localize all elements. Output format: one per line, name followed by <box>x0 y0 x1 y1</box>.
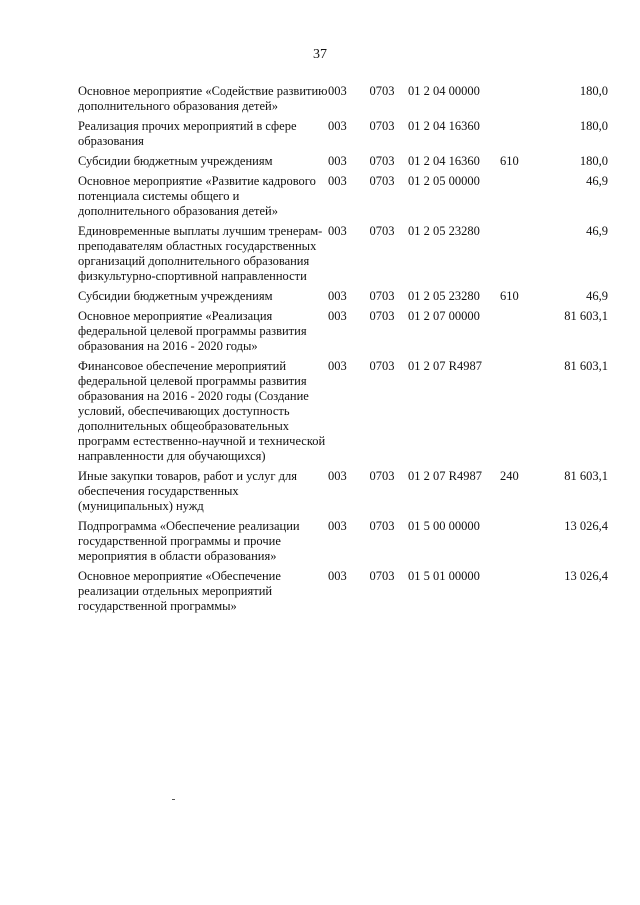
budget-table <box>78 84 608 619</box>
expense-type-code <box>500 84 530 119</box>
expense-type-code <box>500 359 530 469</box>
subsection-code: 03 <box>382 154 395 168</box>
expense-type-code: 240 <box>500 469 519 483</box>
table-row <box>78 309 608 359</box>
amount: 180,0 <box>579 84 608 98</box>
table-row <box>78 469 608 519</box>
row-name: Иные закупки товаров, работ и услуг для обеспечения государственных (муниципальных) нужд <box>78 469 298 513</box>
admin-code: 003 <box>328 519 347 533</box>
subsection-code: 03 <box>382 174 395 188</box>
amount: 13 026,4 <box>564 519 608 533</box>
row-name: Основное мероприятие «Обеспечение реализации отдельных мероприятий государственной программы» <box>78 569 281 613</box>
scan-mark <box>172 799 175 800</box>
target-item-code: 01 2 07 R4987 <box>408 469 482 483</box>
target-item-code: 01 5 00 00000 <box>408 519 480 533</box>
amount: 180,0 <box>579 119 608 133</box>
subsection-code: 03 <box>382 224 395 238</box>
amount: 81 603,1 <box>564 469 608 483</box>
section-code: 07 <box>369 119 382 133</box>
subsection-code: 03 <box>382 119 395 133</box>
target-item-code: 01 2 05 23280 <box>408 289 480 303</box>
page-number: 37 <box>313 47 327 62</box>
row-name: Реализация прочих мероприятий в сфере образования <box>78 119 297 148</box>
admin-code: 003 <box>328 119 347 133</box>
table-row <box>78 84 608 119</box>
expense-type-code <box>500 569 530 619</box>
budget-table-body <box>78 84 608 619</box>
table-row <box>78 174 608 224</box>
row-name: Подпрограмма «Обеспечение реализации государственной программы и прочие мероприятия в области образования» <box>78 519 300 563</box>
section-code: 07 <box>369 359 382 373</box>
amount: 180,0 <box>579 154 608 168</box>
table-row <box>78 359 608 469</box>
section-code: 07 <box>369 174 382 188</box>
amount: 81 603,1 <box>564 309 608 323</box>
subsection-code: 03 <box>382 519 395 533</box>
expense-type-code <box>500 309 530 359</box>
admin-code: 003 <box>328 224 347 238</box>
subsection-code: 03 <box>382 359 395 373</box>
amount: 46,9 <box>586 174 608 188</box>
subsection-code: 03 <box>382 469 395 483</box>
admin-code: 003 <box>328 174 347 188</box>
expense-type-code: 610 <box>500 289 519 303</box>
section-code: 07 <box>369 309 382 323</box>
admin-code: 003 <box>328 154 347 168</box>
row-name: Основное мероприятие «Реализация федеральной целевой программы развития образования на 2016 - 2020 годы» <box>78 309 307 353</box>
row-name: Субсидии бюджетным учреждениям <box>78 154 273 168</box>
expense-type-code <box>500 174 530 224</box>
expense-type-code: 610 <box>500 154 519 168</box>
target-item-code: 01 2 07 R4987 <box>408 359 482 373</box>
admin-code: 003 <box>328 84 347 98</box>
amount: 13 026,4 <box>564 569 608 583</box>
section-code: 07 <box>369 224 382 238</box>
target-item-code: 01 2 04 16360 <box>408 119 480 133</box>
section-code: 07 <box>369 289 382 303</box>
table-row <box>78 119 608 154</box>
row-name: Финансовое обеспечение мероприятий федеральной целевой программы развития образования на 2016 - 2020 годы (Создание условий, обеспечивающих доступность дополнительных общеобразовательных программ естественно-научной и технической направленности для обучающихся) <box>78 359 326 463</box>
target-item-code: 01 2 04 16360 <box>408 154 480 168</box>
amount: 46,9 <box>586 224 608 238</box>
target-item-code: 01 2 07 00000 <box>408 309 480 323</box>
table-row <box>78 569 608 619</box>
table-row <box>78 154 608 174</box>
admin-code: 003 <box>328 569 347 583</box>
subsection-code: 03 <box>382 289 395 303</box>
target-item-code: 01 5 01 00000 <box>408 569 480 583</box>
table-row <box>78 224 608 289</box>
row-name: Основное мероприятие «Содействие развитию дополнительного образования детей» <box>78 84 328 113</box>
expense-type-code <box>500 519 530 569</box>
admin-code: 003 <box>328 469 347 483</box>
expense-type-code <box>500 119 530 154</box>
admin-code: 003 <box>328 289 347 303</box>
subsection-code: 03 <box>382 569 395 583</box>
expense-type-code <box>500 224 530 289</box>
section-code: 07 <box>369 569 382 583</box>
target-item-code: 01 2 04 00000 <box>408 84 480 98</box>
row-name: Субсидии бюджетным учреждениям <box>78 289 273 303</box>
section-code: 07 <box>369 154 382 168</box>
row-name: Основное мероприятие «Развитие кадрового потенциала системы общего и дополнительного образования детей» <box>78 174 316 218</box>
amount: 46,9 <box>586 289 608 303</box>
subsection-code: 03 <box>382 309 395 323</box>
table-row <box>78 289 608 309</box>
admin-code: 003 <box>328 359 347 373</box>
target-item-code: 01 2 05 23280 <box>408 224 480 238</box>
admin-code: 003 <box>328 309 347 323</box>
amount: 81 603,1 <box>564 359 608 373</box>
section-code: 07 <box>369 84 382 98</box>
row-name: Единовременные выплаты лучшим тренерам-преподавателям областных государственных организаций дополнительного образования физкультурно-спортивной направленности <box>78 224 323 283</box>
target-item-code: 01 2 05 00000 <box>408 174 480 188</box>
section-code: 07 <box>369 519 382 533</box>
section-code: 07 <box>369 469 382 483</box>
table-row <box>78 519 608 569</box>
subsection-code: 03 <box>382 84 395 98</box>
